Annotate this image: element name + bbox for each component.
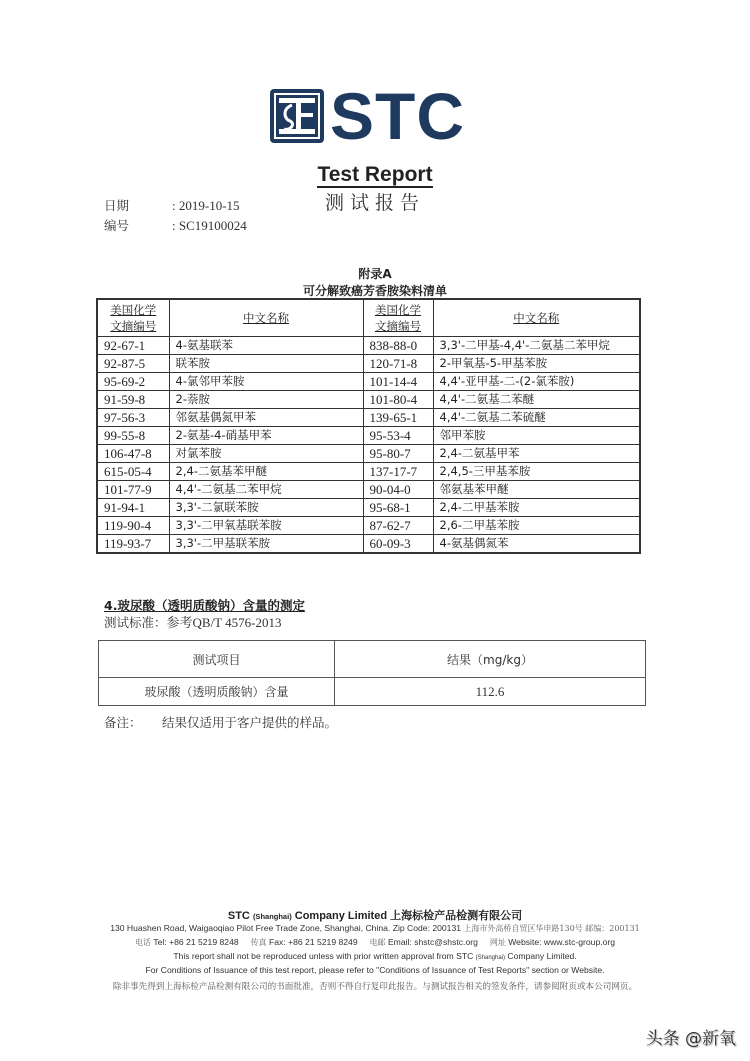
cas-number: 120-71-8 [363, 355, 433, 373]
chemical-name: 联苯胺 [169, 355, 363, 373]
remark-text: 结果仅适用于客户提供的样品。 [162, 715, 338, 730]
table-header-row [97, 299, 640, 337]
chemical-name: 4,4'-二氨基二苯硫醚 [433, 409, 640, 427]
cas-number: 838-88-0 [363, 337, 433, 355]
chemical-name: 2-氨基-4-硝基甲苯 [169, 427, 363, 445]
stc-logo-text: STC [330, 79, 465, 153]
footer-contacts: 电话 Tel: +86 21 5219 8248 传真 Fax: +86 21 5219 8249 电邮 Email: shstc@shstc.org 网址 Website: www.stc-group.org [134, 937, 616, 947]
table-row [97, 481, 640, 499]
chemical-name: 邻氨基偶氮甲苯 [169, 409, 363, 427]
cas-number: 95-53-4 [363, 427, 433, 445]
chemical-name: 4-氨基联苯 [169, 337, 363, 355]
chemical-name: 3,3'-二氯联苯胺 [169, 499, 363, 517]
cas-number: 101-80-4 [363, 391, 433, 409]
stc-logo [270, 79, 465, 153]
aromatic-amine-table [96, 298, 641, 554]
table-row [97, 427, 640, 445]
table-row [97, 373, 640, 391]
table-row [97, 517, 640, 535]
cas-number: 119-93-7 [97, 535, 169, 554]
chemical-name: 2,4-二甲基苯胺 [433, 499, 640, 517]
cas-number: 95-68-1 [363, 499, 433, 517]
appendix-title: 附录A [358, 267, 392, 281]
footer-notice-cn: 除非事先得到上海标检产品检测有限公司的书面批准，否则不得自行复印此报告。与测试报告相关的签发条件，请参阅附页或本公司网页。 [112, 982, 638, 992]
test-standard-value: 参考QB/T 4576-2013 [166, 615, 282, 630]
table-row [97, 499, 640, 517]
chemical-name: 对氯苯胺 [169, 445, 363, 463]
chemical-name: 4,4'-二氨基二苯醚 [433, 391, 640, 409]
cas-number: 101-14-4 [363, 373, 433, 391]
cas-number: 95-80-7 [363, 445, 433, 463]
table-row [97, 391, 640, 409]
chemical-name: 4,4'-二氨基二苯甲烷 [169, 481, 363, 499]
watermark: 头条 @新氧 [645, 1029, 736, 1049]
cas-number: 87-62-7 [363, 517, 433, 535]
date-label: 日期 [104, 198, 130, 213]
report-number-field [104, 216, 247, 234]
chemical-name: 2,4-二氨基甲苯 [433, 445, 640, 463]
table-row [97, 463, 640, 481]
test-item: 玻尿酸（透明质酸钠）含量 [99, 678, 335, 706]
chemical-name: 3,3'-二甲基联苯胺 [169, 535, 363, 554]
col-header-cas-1: 美国化学 文摘编号 [97, 299, 169, 337]
chemical-name: 2,6-二甲基苯胺 [433, 517, 640, 535]
cas-number: 139-65-1 [363, 409, 433, 427]
footer-notice-reproduction: This report shall not be reproduced unless with prior written approval from STC (Shanghai) Company Limited. [173, 951, 577, 961]
cas-number: 92-87-5 [97, 355, 169, 373]
results-header-row [99, 641, 646, 678]
table-row [99, 678, 646, 706]
chemical-name: 3,3'-二甲基-4,4'-二氨基二苯甲烷 [433, 337, 640, 355]
col-header-test-item: 测试项目 [99, 641, 335, 678]
date-field [104, 196, 240, 214]
appendix-subtitle: 可分解致癌芳香胺染料清单 [302, 284, 447, 298]
footer-email: Email: shstc@shstc.org [387, 937, 478, 947]
footer-notice-conditions: For Conditions of Issuance of this test report, please refer to "Conditions of Issuance of Test Reports" section or Website. [145, 965, 605, 975]
table-row [97, 337, 640, 355]
cas-number: 119-90-4 [97, 517, 169, 535]
chemical-name: 2-萘胺 [169, 391, 363, 409]
chemical-name: 邻甲苯胺 [433, 427, 640, 445]
cas-number: 99-55-8 [97, 427, 169, 445]
cas-number: 92-67-1 [97, 337, 169, 355]
remark-label: 备注： [104, 715, 142, 730]
report-number-label: 编号 [104, 218, 130, 233]
results-table [98, 640, 646, 706]
footer-company: STC (Shanghai) Company Limited 上海标检产品检测有限公司 [227, 909, 523, 922]
cas-number: 106-47-8 [97, 445, 169, 463]
col-header-cas-2: 美国化学 文摘编号 [363, 299, 433, 337]
table-row [97, 535, 640, 554]
date-value: : 2019-10-15 [172, 198, 240, 213]
footer-fax: Fax: +86 21 5219 8249 [268, 937, 358, 947]
stc-logo-mark-icon [270, 89, 324, 143]
chemical-name: 邻氨基苯甲醚 [433, 481, 640, 499]
footer-address: 130 Huashen Road, Waigaoqiao Pilot Free Trade Zone, Shanghai, China. Zip Code: 200131 上海市外高桥自贸区华申路130号 邮编：200131 [110, 923, 640, 933]
footer-website: Website: www.stc-group.org [508, 937, 616, 947]
chemical-name: 4,4'-亚甲基-二-(2-氯苯胺) [433, 373, 640, 391]
table-row [97, 409, 640, 427]
remark [104, 713, 337, 731]
test-standard [104, 612, 281, 631]
cas-number: 137-17-7 [363, 463, 433, 481]
col-header-name-2: 中文名称 [433, 299, 640, 337]
cas-number: 101-77-9 [97, 481, 169, 499]
cas-number: 90-04-0 [363, 481, 433, 499]
chemical-name: 3,3'-二甲氧基联苯胺 [169, 517, 363, 535]
test-result: 112.6 [335, 678, 646, 706]
cas-number: 95-69-2 [97, 373, 169, 391]
test-standard-label: 测试标准： [104, 615, 167, 630]
chemical-name: 2,4,5-三甲基苯胺 [433, 463, 640, 481]
table-row [97, 445, 640, 463]
report-title-en: Test Report [317, 163, 433, 186]
cas-number: 97-56-3 [97, 409, 169, 427]
chemical-name: 2-甲氧基-5-甲基苯胺 [433, 355, 640, 373]
cas-number: 91-59-8 [97, 391, 169, 409]
report-number-value: : SC19100024 [172, 218, 247, 233]
report-title-cn: 测试报告 [324, 192, 425, 214]
cas-number: 91-94-1 [97, 499, 169, 517]
chemical-name: 4-氯邻甲苯胺 [169, 373, 363, 391]
col-header-name-1: 中文名称 [169, 299, 363, 337]
section-4-heading: 4.玻尿酸（透明质酸钠）含量的测定 [104, 598, 305, 613]
col-header-result: 结果（mg/kg） [335, 641, 646, 678]
table-row [97, 355, 640, 373]
chemical-name: 2,4-二氨基苯甲醚 [169, 463, 363, 481]
cas-number: 615-05-4 [97, 463, 169, 481]
cas-number: 60-09-3 [363, 535, 433, 554]
footer-tel: Tel: +86 21 5219 8248 [153, 937, 239, 947]
chemical-name: 4-氨基偶氮苯 [433, 535, 640, 554]
